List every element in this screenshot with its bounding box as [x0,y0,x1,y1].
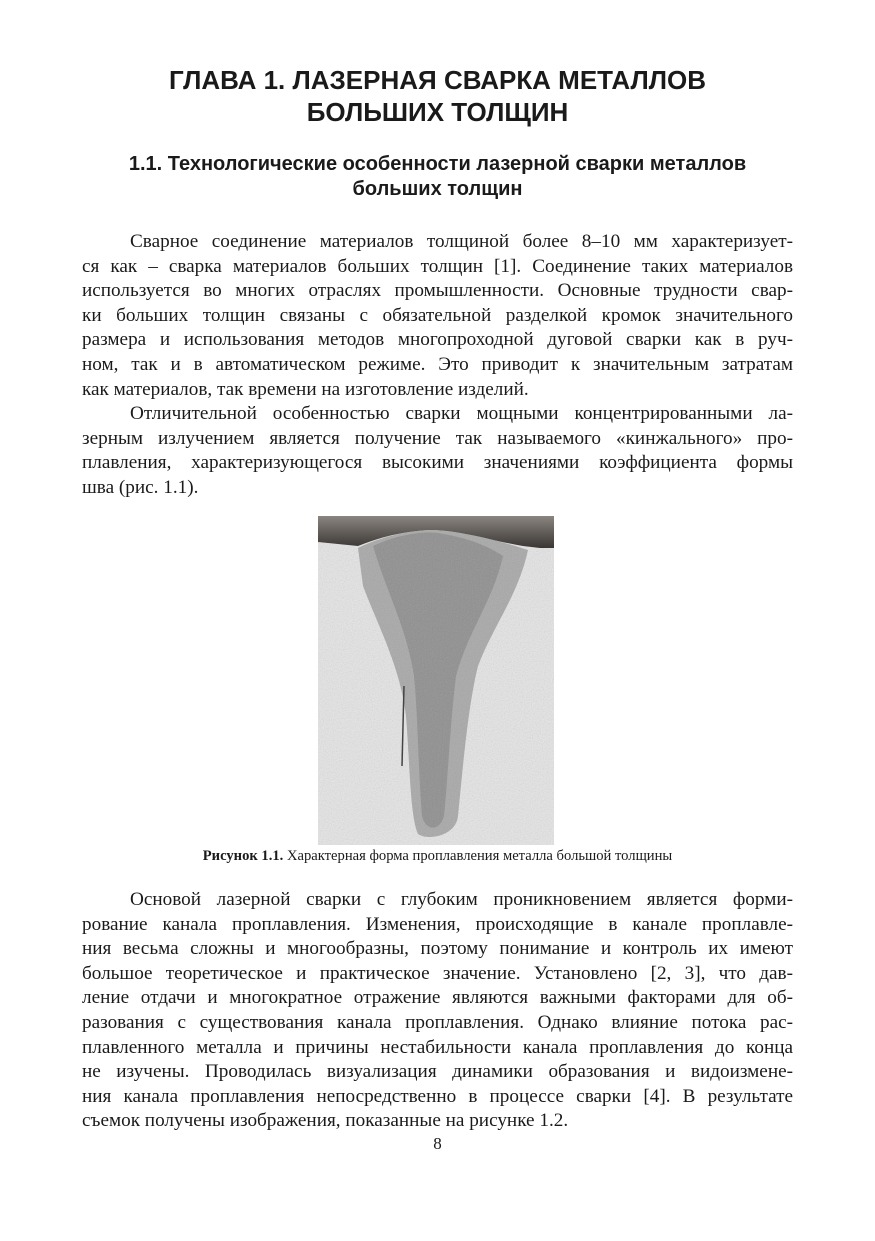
text-line: Отличительной особенностью сварки мощными концентрированными ла- [130,403,793,424]
text-line: большое теоретическое и практическое значение. Установлено [2, 3], что дав- [82,962,793,984]
text-line: ление отдачи и многократное отражение являются важными факторами для об- [82,987,793,1009]
text-line: ся как – сварка материалов больших толщин [1]. Соединение таких материалов [82,255,793,277]
chapter-title-line: ГЛАВА 1. ЛАЗЕРНАЯ СВАРКА МЕТАЛЛОВ [168,65,707,95]
figure-label: Рисунок 1.1. [202,848,284,864]
text-line: не изучены. Проводилась визуализация динамики образования и видоизмене- [82,1061,793,1083]
page-number: 8 [433,1134,442,1153]
text-line: ния весьма сложны и многообразны, поэтому понимание и контроль их имеют [82,938,793,960]
text-line: размера и использования методов многопроходной дуговой сварки как в руч- [82,329,793,351]
text-line: ния канала проплавления непосредственно в процессе сварки [4]. В результате [82,1085,793,1107]
text-line: зерным излучением является получение так называемого «кинжального» про- [82,427,793,449]
text-line: ном, так и в автоматическом режиме. Это приводит к значительным затратам [82,353,793,375]
text-line: используется во многих отраслях промышленности. Основные трудности свар- [82,280,793,302]
section-title-line: 1.1. Технологические особенности лазерной сварки металлов [128,153,747,175]
text-line: разования с существования канала проплавления. Однако влияние потока рас- [82,1011,793,1033]
chapter-title-line: БОЛЬШИХ ТОЛЩИН [306,97,569,127]
text-line: Сварное соединение материалов толщиной более 8–10 мм характеризует- [130,231,793,252]
weld-cross-section-photo [318,516,554,845]
text-line: рование канала проплавления. Изменения, происходящие в канале проплавле- [82,913,793,935]
text-line: съемок получены изображения, показанные на рисунке 1.2. [82,1110,569,1132]
paragraph-1 [82,230,793,402]
text-line: плавления, характеризующегося высокими значениями коэффициента формы [82,452,793,474]
figure-caption-text: Характерная форма проплавления металла большой толщины [283,848,673,864]
text-line: как материалов, так времени на изготовление изделий. [82,378,529,400]
section-title [0,152,875,202]
text-line: плавленного металла и причины нестабильности канала проплавления до конца [82,1036,793,1058]
chapter-title [0,64,875,128]
paragraph-3 [82,888,793,1134]
text-line: шва (рис. 1.1). [82,476,199,498]
text-line: Основой лазерной сварки с глубоким проникновением является форми- [130,889,793,910]
figure-caption [0,848,875,865]
text-line: ки больших толщин связаны с обязательной разделкой кромок значительного [82,304,793,326]
paragraph-2 [82,402,793,500]
section-title-line: больших толщин [352,178,523,200]
